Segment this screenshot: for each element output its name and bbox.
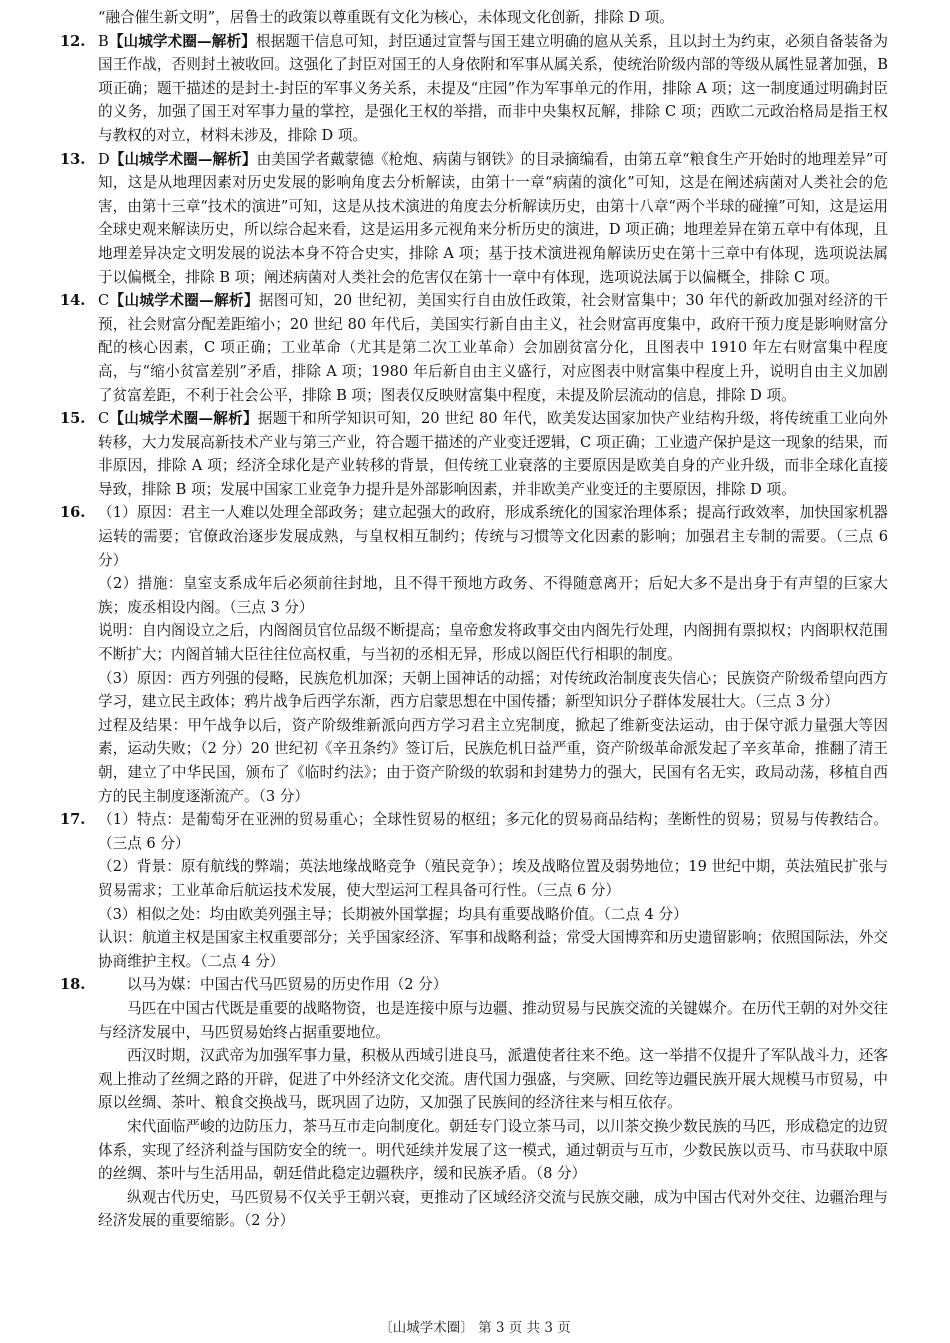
answer-item-17 [60,808,888,973]
answer-item-12 [60,30,888,148]
intro-paragraph: “融合催生新文明”，居鲁士的政策以尊重既有文化为核心，未体现文化创新，排除 D 项。 [98,9,674,26]
analysis-tag: 【山城学术圈—解析】 [109,410,258,428]
answer-letter: D [98,150,110,168]
answer-paragraph: （3）原因：西方列强的侵略，民族危机加深；天朝上国神话的动摇；对传统政治制度丧失信心；民族资产阶级希望向西方学习，建立民主政体；鸦片战争后西学东渐，西方启蒙思想在中国传播；新型知识分子群体发展壮大。（三点 3 分） [98,669,888,711]
analysis-text: 据题干和所学知识可知，20 世纪 80 年代，欧美发达国家加快产业结构升级，将传统重工业向外转移，大力发展高新技术产业与第三产业，符合题干描述的产业变迁逻辑，C 项正确；工业遗产保护是这一现象的结果，而非原因，排除 A 项；经济全球化是产业转移的背景，但传统工业衰落的主要原因是欧美自身的产业升级，而非全球化直接导致，排除 B 项；发展中国家工业竞争力提升是外部影响因素，并非欧美产业变迁的主要原因，排除 D 项。 [98,410,888,498]
answer-item-16 [60,501,888,808]
analysis-tag: 【山城学术圈—解析】 [109,292,259,310]
question-number: 16. [60,504,86,522]
essay-paragraph: 宋代面临严峻的边防压力，茶马互市走向制度化。朝廷专门设立茶马司，以川茶交换少数民族的马匹，形成稳定的边贸体系，实现了经济利益与国防安全的统一。明代延续并发展了这一模式，通过朝贡与互市，少数民族以贡马、市马获取中原的丝绸、茶叶与生活用品，朝廷借此稳定边疆秩序，缓和民族矛盾。（8 分） [98,1117,888,1183]
analysis-tag: 【山城学术圈—解析】 [108,32,256,50]
analysis-tag: 【山城学术圈—解析】 [109,150,257,168]
answer-letter: B [98,32,109,50]
answer-paragraph: 认识：航道主权是国家主权重要部分；关乎国家经济、军事和战略利益；常受大国博弈和历史遗留影响；依照国际法，外交协商维护主权。（二点 4 分） [98,929,888,970]
answer-paragraph: （2）措施：皇室支系成年后必须前往封地，且不得干预地方政务、不得随意离开；后妃大多不是出身于有声望的巨家大族；废丞相设内阁。（三点 3 分） [98,575,888,616]
question-number: 13. [60,150,86,168]
essay-title: 以马为媒：中国古代马匹贸易的历史作用（2 分） [127,976,448,994]
essay-paragraph: 马匹在中国古代既是重要的战略物资，也是连接中原与边疆、推动贸易与民族交流的关键媒介。在历代王朝的对外交往与经济发展中，马匹贸易始终占据重要地位。 [98,999,888,1041]
answer-item-18 [60,973,888,1233]
essay-paragraph: 纵观古代历史，马匹贸易不仅关乎王朝兴衰，更推动了区域经济交流与民族交融，成为中国古代对外交往、边疆治理与经济发展的重要缩影。（2 分） [98,1188,888,1230]
question-number: 14. [60,292,86,310]
question-number: 18. [60,976,86,994]
answer-paragraph: 说明：自内阁设立之后，内阁阁员官位品级不断提高；皇帝愈发将政事交由内阁先行处理，内阁拥有票拟权；内阁职权范围不断扩大；内阁首辅大臣往往位高权重，与当初的丞相无异，形成以阁臣代行相职的制度。 [98,622,888,664]
answer-paragraph: （2）背景：原有航线的弊端；英法地缘战略竞争（殖民竞争）；埃及战略位置及弱势地位；19 世纪中期，英法殖民扩张与贸易需求；工业革命后航运技术发展，使大型运河工程具备可行性。（三点 6 分） [98,858,888,899]
answer-item-13 [60,148,888,290]
question-number: 17. [60,811,86,829]
answer-paragraph: 过程及结果：甲午战争以后，资产阶级维新派向西方学习君主立宪制度，掀起了维新变法运动，由于保守派力量强大等因素，运动失败；（2 分）20 世纪初《辛丑条约》签订后，民族危机日益严重，资产阶级革命派发起了辛亥革命，推翻了清王朝，建立了中华民国，颁布了《临时约法》；由于资产阶级的软弱和封建势力的强大，民国有名无实，政局动荡，移植自西方的民主制度逐渐流产。（3 分） [98,716,888,805]
question-number: 15. [60,410,86,428]
answer-paragraph: （3）相似之处：均由欧美列强主导；长期被外国掌握；均具有重要战略价值。（二点 4 分） [98,905,688,923]
analysis-text: 根据题干信息可知，封臣通过宣誓与国王建立明确的扈从关系，且以封土为约束，必须自备装备为国王作战，否则封土被收回。这强化了封臣对国王的人身依附和军事从属关系，使统治阶级内部的等级从属性显著加强，B 项正确；题干描述的是封土-封臣的军事义务关系，未提及“庄园”作为军事单元的作用，排除 A 项；这一制度通过明确封臣的义务，加强了国王对军事力量的掌控，是强化王权的举措，而非中央集权瓦解，排除 C 项；西欧二元政治格局是指王权与教权的对立，材料未涉及，排除 D 项。 [98,32,888,144]
answer-letter: C [98,292,110,310]
answer-item-14 [60,289,888,407]
analysis-text: 据图可知，20 世纪初，美国实行自由放任政策，社会财富集中；30 年代的新政加强对经济的干预，社会财富分配差距缩小；20 世纪 80 年代后，美国实行新自由主义，社会财富再度集中，政府干预力度是影响财富分配的核心因素，C 项正确；工业革命（尤其是第二次工业革命）会加剧贫富分化，且图表中 1910 年左右财富集中程度高，与“缩小贫富差别”矛盾，排除 A 项；1980 年后新自由主义盛行，对应图表中财富集中程度上升，说明自由主义加剧了贫富差距，不利于社会公平，排除 B 项；图表仅反映财富集中程度，未提及阶层流动的信息，排除 D 项。 [98,292,888,404]
answer-letter: C [98,410,110,428]
answer-paragraph: （1）原因：君主一人难以处理全部政务；建立起强大的政府，形成系统化的国家治理体系；提高行政效率，加快国家机器运转的需要；官僚政治逐步发展成熟，与皇权相互制约；传统与习惯等文化因素的影响；加强君主专制的需要。（三点 6 分） [98,504,888,569]
answer-content [60,6,888,1233]
essay-paragraph: 西汉时期，汉武帝为加强军事力量，积极从西域引进良马，派遣使者往来不绝。这一举措不仅提升了军队战斗力，还客观上推动了丝绸之路的开辟，促进了中外经济文化交流。唐代国力强盛，与突厥、回纥等边疆民族开展大规模马市贸易，中原以丝绸、茶叶、粮食交换战马，既巩固了边防，又加强了民族间的经济往来与相互依存。 [98,1047,888,1112]
answer-item-15 [60,407,888,501]
question-number: 12. [60,32,86,50]
page-footer: 〔山城学术圈〕 第 3 页 共 3 页 [379,1320,571,1336]
analysis-text: 由美国学者戴蒙德《枪炮、病菌与钢铁》的目录摘编看，由第五章“粮食生产开始时的地理差异”可知，这是从地理因素对历史发展的影响角度去分析解读，由第十一章“病菌的演化”可知，这是在阐述病菌对人类社会的危害，由第十三章“技术的演进”可知，这是从技术演进的角度去分析解读历史，由第十八章“两个半球的碰撞”可知，这是运用全球史观来解读历史，所以综合起来看，这是运用多元视角来分析历史的演进，D 项正确；地理差异在第五章中有体现，且地理差异决定文明发展的说法本身不符合史实，排除 A 项；基于技术演进视角解读历史在第十三章中有体现，选项说法属于以偏概全，排除 B 项；阐述病菌对人类社会的危害仅在第十一章中有体现，选项说法属于以偏概全，排除 C 项。 [98,150,888,286]
answer-paragraph: （1）特点：是葡萄牙在亚洲的贸易重心；全球性贸易的枢纽；多元化的贸易商品结构；垄断性的贸易；贸易与传教结合。（三点 6 分） [98,811,888,852]
